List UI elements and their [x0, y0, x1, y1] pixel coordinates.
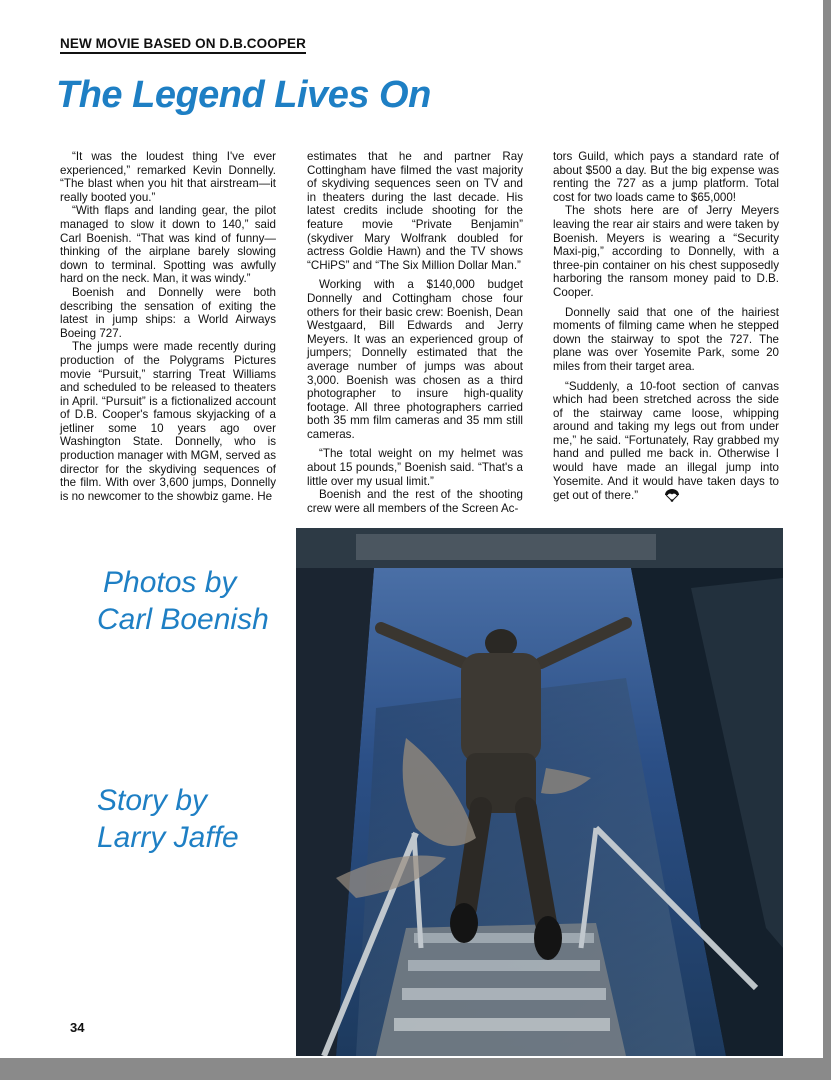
skydiver-photo: [296, 528, 783, 1056]
paragraph: Donnelly said that one of the hairiest moments of filming came when he stepped down the stairway to spot the 727. The plane was over Yosemite Park, some 20 miles from their target area.: [553, 305, 779, 373]
paragraph: Boenish and Donnelly were both describing the sensation of exiting the latest in jump ships: a World Airways Boeing 727.: [60, 285, 276, 340]
section-kicker: NEW MOVIE BASED ON D.B.COOPER: [60, 36, 306, 54]
photo-credit-label: Photos by: [103, 566, 237, 599]
text-column-1: [60, 150, 276, 503]
paragraph: “It was the loudest thing I've ever experienced,” remarked Kevin Donnelly. “The blast when you hit that airstream—it really booted you.”: [60, 150, 276, 204]
paragraph: Boenish and the rest of the shooting crew were all members of the Screen Ac-: [307, 488, 523, 515]
photo-credit-name: Carl Boenish: [97, 603, 269, 636]
parachute-icon: [664, 488, 680, 502]
photo-credit: [97, 564, 269, 638]
paragraph: tors Guild, which pays a standard rate of about $500 a day. But the big expense was renting the 727 as a jump platform. Total cost for two loads came to $65,000!: [553, 150, 779, 204]
paragraph: Working with a $140,000 budget Donnelly and Cottingham chose four others for their basic crew: Boenish, Dean Westgaard, Bill Edwards and Jerry Meyers. It was an experienced group of jumpers; Donnelly estimated that the average number of jumps was about 3,000. Boenish was chosen as a third photographer to insure high-quality footage. All three photographers carried both 35 mm film cameras and 35 mm still cameras.: [307, 278, 523, 441]
story-credit-label: Story by: [97, 784, 208, 817]
scan-edge-bottom: [0, 1058, 831, 1080]
paragraph: The shots here are of Jerry Meyers leaving the rear air stairs and were taken by Boenish. Meyers is wearing a “Security Maxi-pig,” according to Donnelly, with a three-pin container on his chest supposedly harboring the ransom money paid to D.B. Cooper.: [553, 204, 779, 299]
scan-edge-right: [823, 0, 831, 1080]
article-title: The Legend Lives On: [56, 74, 431, 116]
text-column-3: [553, 150, 779, 503]
paragraph: estimates that he and partner Ray Cottingham have filmed the vast majority of skydiving sequences seen on TV and in theaters during the last decade. His latest credits include shooting for the feature movie “Private Benjamin” (skydiver Mary Wolfrank doubled for actress Goldie Hawn) and the TV shows “CHiPS” and “The Six Million Dollar Man.”: [307, 150, 523, 272]
paragraph: “With flaps and landing gear, the pilot managed to slow it down to 140,” said Carl Boenish. “That was kind of funny—thinking of the airplane barely slowing down to terminal. Spotting was awfully hard on the neck. Man, it was windy.”: [60, 204, 276, 286]
story-credit-name: Larry Jaffe: [97, 821, 239, 854]
paragraph-last: [553, 380, 779, 503]
paragraph: “The total weight on my helmet was about 15 pounds,” Boenish said. “That's a little over my usual limit.”: [307, 447, 523, 488]
page-number: 34: [70, 1020, 85, 1035]
story-credit: [97, 782, 239, 856]
paragraph-text: “Suddenly, a 10-foot section of canvas which had been stretched across the side of the stairway came loose, whipping around and taking my legs out from under me,” he said. “Fortunately, Ray grabbed my hand and pulled me back in. Otherwise I would have made an illegal jump into Yosemite. And it would have taken days to get out of there.”: [553, 379, 779, 503]
text-column-2: [307, 150, 523, 515]
paragraph: The jumps were made recently during production of the Polygrams Pictures movie “Pursuit,” starring Treat Williams and scheduled to be released to theaters in April. “Pursuit” is a fictionalized account of D.B. Cooper's famous skyjacking of a jetliner some 10 years ago over Washington State. Donnelly, who is production manager with MGM, served as director for the skydiving sequences of the film. With over 3,600 jumps, Donnelly is no newcomer to the showbiz game. He: [60, 340, 276, 503]
